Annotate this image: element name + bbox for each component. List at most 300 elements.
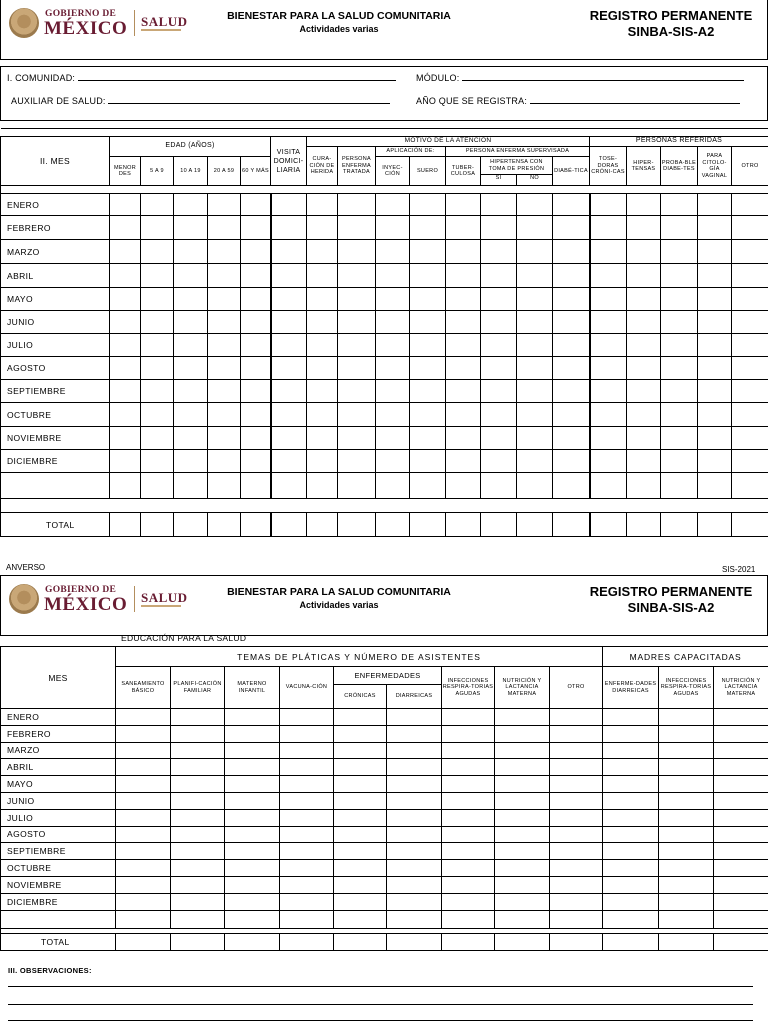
data-cell[interactable] <box>553 450 590 473</box>
data-cell-2[interactable] <box>116 893 171 910</box>
data-cell[interactable] <box>410 403 446 427</box>
data-cell[interactable] <box>174 216 208 240</box>
data-cell-2[interactable] <box>280 759 334 776</box>
data-cell-2[interactable] <box>495 876 550 893</box>
data-cell[interactable] <box>241 264 271 288</box>
data-cell[interactable] <box>307 403 338 427</box>
data-cell[interactable] <box>110 473 141 499</box>
data-cell[interactable] <box>590 194 627 216</box>
data-cell[interactable] <box>732 194 768 216</box>
data-cell-2[interactable] <box>387 759 442 776</box>
data-cell[interactable] <box>732 357 768 380</box>
data-cell[interactable] <box>338 240 376 264</box>
data-cell-2[interactable] <box>714 792 768 809</box>
data-cell[interactable] <box>141 311 174 334</box>
data-cell[interactable] <box>446 194 481 216</box>
data-cell[interactable] <box>307 311 338 334</box>
data-cell[interactable] <box>661 311 698 334</box>
data-cell-2[interactable] <box>387 910 442 928</box>
data-cell-2[interactable] <box>714 910 768 928</box>
data-cell[interactable] <box>307 240 338 264</box>
data-cell-2[interactable] <box>550 910 603 928</box>
data-cell[interactable] <box>174 334 208 357</box>
data-cell[interactable] <box>517 473 553 499</box>
data-cell[interactable] <box>590 216 627 240</box>
data-cell[interactable] <box>698 311 732 334</box>
data-cell-2[interactable] <box>495 843 550 860</box>
data-cell-2[interactable] <box>387 809 442 826</box>
data-cell-2[interactable] <box>603 876 659 893</box>
data-cell-2[interactable] <box>280 860 334 877</box>
data-cell[interactable] <box>307 357 338 380</box>
data-cell[interactable] <box>590 380 627 403</box>
data-cell[interactable] <box>446 334 481 357</box>
data-cell[interactable] <box>698 264 732 288</box>
data-cell-2[interactable] <box>116 776 171 793</box>
data-cell-2[interactable] <box>603 843 659 860</box>
data-cell-2[interactable] <box>442 759 495 776</box>
data-cell[interactable] <box>627 240 661 264</box>
data-cell[interactable] <box>410 450 446 473</box>
data-cell[interactable] <box>141 264 174 288</box>
data-cell-2[interactable] <box>442 792 495 809</box>
data-cell[interactable] <box>553 311 590 334</box>
data-cell[interactable] <box>627 473 661 499</box>
data-cell-2[interactable] <box>495 910 550 928</box>
data-cell-2[interactable] <box>280 725 334 742</box>
data-cell[interactable] <box>141 334 174 357</box>
data-cell[interactable] <box>174 264 208 288</box>
data-cell-2[interactable] <box>225 709 280 726</box>
data-cell-2[interactable] <box>334 910 387 928</box>
data-cell[interactable] <box>110 240 141 264</box>
data-cell-2[interactable] <box>442 876 495 893</box>
data-cell-2[interactable] <box>334 826 387 843</box>
data-cell-2[interactable] <box>334 809 387 826</box>
data-cell[interactable] <box>732 450 768 473</box>
data-cell[interactable] <box>481 380 517 403</box>
data-cell[interactable] <box>553 216 590 240</box>
data-cell-2[interactable] <box>171 826 225 843</box>
data-cell[interactable] <box>590 311 627 334</box>
data-cell-2[interactable] <box>442 910 495 928</box>
data-cell[interactable] <box>590 334 627 357</box>
data-cell-2[interactable] <box>116 709 171 726</box>
data-cell[interactable] <box>208 216 241 240</box>
data-cell[interactable] <box>174 473 208 499</box>
data-cell-2[interactable] <box>550 709 603 726</box>
data-cell[interactable] <box>208 311 241 334</box>
data-cell[interactable] <box>590 264 627 288</box>
data-cell[interactable] <box>338 427 376 450</box>
data-cell[interactable] <box>241 403 271 427</box>
data-cell[interactable] <box>271 288 307 311</box>
data-cell-2[interactable] <box>387 776 442 793</box>
data-cell-2[interactable] <box>659 910 714 928</box>
data-cell[interactable] <box>208 427 241 450</box>
data-cell[interactable] <box>446 450 481 473</box>
data-cell-2[interactable] <box>714 826 768 843</box>
data-cell[interactable] <box>174 194 208 216</box>
data-cell[interactable] <box>376 357 410 380</box>
data-cell[interactable] <box>174 311 208 334</box>
data-cell[interactable] <box>446 240 481 264</box>
data-cell[interactable] <box>410 334 446 357</box>
data-cell[interactable] <box>338 288 376 311</box>
data-cell[interactable] <box>241 288 271 311</box>
data-cell-2[interactable] <box>714 776 768 793</box>
data-cell[interactable] <box>627 194 661 216</box>
data-cell[interactable] <box>481 427 517 450</box>
data-cell-2[interactable] <box>116 876 171 893</box>
data-cell[interactable] <box>241 311 271 334</box>
data-cell[interactable] <box>307 334 338 357</box>
data-cell-2[interactable] <box>225 776 280 793</box>
data-cell-2[interactable] <box>280 809 334 826</box>
data-cell[interactable] <box>110 311 141 334</box>
data-cell[interactable] <box>732 240 768 264</box>
data-cell[interactable] <box>208 450 241 473</box>
data-cell[interactable] <box>553 473 590 499</box>
data-cell-2[interactable] <box>280 843 334 860</box>
data-cell-2[interactable] <box>550 725 603 742</box>
data-cell[interactable] <box>241 427 271 450</box>
data-cell[interactable] <box>271 403 307 427</box>
data-cell-2[interactable] <box>387 742 442 759</box>
data-cell[interactable] <box>410 473 446 499</box>
data-cell[interactable] <box>410 216 446 240</box>
data-cell-2[interactable] <box>171 709 225 726</box>
data-cell[interactable] <box>446 216 481 240</box>
data-cell[interactable] <box>141 450 174 473</box>
data-cell-2[interactable] <box>225 759 280 776</box>
data-cell-2[interactable] <box>280 776 334 793</box>
data-cell[interactable] <box>376 380 410 403</box>
data-cell-2[interactable] <box>280 742 334 759</box>
data-cell[interactable] <box>338 311 376 334</box>
data-cell[interactable] <box>661 450 698 473</box>
data-cell[interactable] <box>338 216 376 240</box>
data-cell-2[interactable] <box>550 826 603 843</box>
data-cell[interactable] <box>376 473 410 499</box>
data-cell-2[interactable] <box>171 876 225 893</box>
data-cell-2[interactable] <box>171 910 225 928</box>
data-cell[interactable] <box>698 240 732 264</box>
data-cell-2[interactable] <box>116 725 171 742</box>
data-cell[interactable] <box>627 288 661 311</box>
data-cell[interactable] <box>481 288 517 311</box>
data-cell[interactable] <box>481 473 517 499</box>
data-cell[interactable] <box>110 403 141 427</box>
data-cell[interactable] <box>517 194 553 216</box>
data-cell-2[interactable] <box>116 759 171 776</box>
data-cell[interactable] <box>517 311 553 334</box>
data-cell[interactable] <box>307 380 338 403</box>
data-cell[interactable] <box>376 216 410 240</box>
data-cell-2[interactable] <box>387 792 442 809</box>
data-cell-2[interactable] <box>714 893 768 910</box>
data-cell-2[interactable] <box>171 792 225 809</box>
data-cell[interactable] <box>446 311 481 334</box>
data-cell[interactable] <box>376 334 410 357</box>
data-cell[interactable] <box>590 288 627 311</box>
data-cell[interactable] <box>698 450 732 473</box>
data-cell[interactable] <box>410 240 446 264</box>
data-cell-2[interactable] <box>387 893 442 910</box>
data-cell[interactable] <box>481 216 517 240</box>
data-cell-2[interactable] <box>714 759 768 776</box>
data-cell[interactable] <box>590 473 627 499</box>
data-cell-2[interactable] <box>334 860 387 877</box>
data-cell[interactable] <box>271 334 307 357</box>
data-cell[interactable] <box>338 194 376 216</box>
data-cell-2[interactable] <box>659 893 714 910</box>
data-cell-2[interactable] <box>550 809 603 826</box>
data-cell[interactable] <box>241 216 271 240</box>
data-cell-2[interactable] <box>171 809 225 826</box>
data-cell[interactable] <box>661 334 698 357</box>
data-cell-2[interactable] <box>603 776 659 793</box>
data-cell[interactable] <box>698 427 732 450</box>
data-cell[interactable] <box>307 288 338 311</box>
data-cell[interactable] <box>271 311 307 334</box>
data-cell[interactable] <box>208 264 241 288</box>
data-cell[interactable] <box>141 380 174 403</box>
data-cell[interactable] <box>517 288 553 311</box>
data-cell-2[interactable] <box>280 910 334 928</box>
data-cell[interactable] <box>376 450 410 473</box>
data-cell-2[interactable] <box>171 860 225 877</box>
data-cell[interactable] <box>553 334 590 357</box>
observaciones-line-1[interactable] <box>8 986 753 987</box>
data-cell[interactable] <box>376 288 410 311</box>
data-cell-2[interactable] <box>550 843 603 860</box>
data-cell-2[interactable] <box>659 843 714 860</box>
data-cell[interactable] <box>553 194 590 216</box>
data-cell[interactable] <box>517 240 553 264</box>
data-cell[interactable] <box>590 427 627 450</box>
data-cell[interactable] <box>481 194 517 216</box>
data-cell-2[interactable] <box>714 876 768 893</box>
data-cell-2[interactable] <box>116 860 171 877</box>
data-cell-2[interactable] <box>714 809 768 826</box>
data-cell[interactable] <box>410 288 446 311</box>
data-cell[interactable] <box>410 380 446 403</box>
data-cell-2[interactable] <box>387 876 442 893</box>
data-cell-2[interactable] <box>603 792 659 809</box>
data-cell[interactable] <box>732 216 768 240</box>
data-cell-2[interactable] <box>550 860 603 877</box>
data-cell[interactable] <box>732 264 768 288</box>
data-cell[interactable] <box>376 311 410 334</box>
data-cell-2[interactable] <box>714 709 768 726</box>
data-cell[interactable] <box>208 473 241 499</box>
data-cell[interactable] <box>732 473 768 499</box>
data-cell-2[interactable] <box>334 742 387 759</box>
data-cell-2[interactable] <box>495 709 550 726</box>
data-cell[interactable] <box>481 450 517 473</box>
data-cell-2[interactable] <box>714 742 768 759</box>
data-cell[interactable] <box>208 240 241 264</box>
data-cell[interactable] <box>627 403 661 427</box>
data-cell-2[interactable] <box>334 792 387 809</box>
data-cell-2[interactable] <box>116 742 171 759</box>
anio-field[interactable] <box>530 96 740 104</box>
data-cell-2[interactable] <box>442 725 495 742</box>
data-cell-2[interactable] <box>714 725 768 742</box>
data-cell-2[interactable] <box>714 843 768 860</box>
data-cell-2[interactable] <box>495 759 550 776</box>
data-cell[interactable] <box>141 357 174 380</box>
data-cell-2[interactable] <box>334 893 387 910</box>
data-cell[interactable] <box>141 403 174 427</box>
data-cell[interactable] <box>110 264 141 288</box>
data-cell[interactable] <box>141 240 174 264</box>
data-cell-2[interactable] <box>334 709 387 726</box>
data-cell[interactable] <box>241 240 271 264</box>
data-cell-2[interactable] <box>659 809 714 826</box>
data-cell[interactable] <box>627 450 661 473</box>
data-cell[interactable] <box>732 288 768 311</box>
data-cell-2[interactable] <box>603 910 659 928</box>
data-cell-2[interactable] <box>280 792 334 809</box>
data-cell[interactable] <box>446 403 481 427</box>
data-cell[interactable] <box>661 194 698 216</box>
data-cell[interactable] <box>446 288 481 311</box>
data-cell[interactable] <box>110 288 141 311</box>
data-cell-2[interactable] <box>659 860 714 877</box>
data-cell-2[interactable] <box>603 759 659 776</box>
data-cell[interactable] <box>208 403 241 427</box>
data-cell[interactable] <box>208 334 241 357</box>
data-cell[interactable] <box>410 427 446 450</box>
data-cell-2[interactable] <box>603 809 659 826</box>
data-cell[interactable] <box>241 334 271 357</box>
data-cell[interactable] <box>110 194 141 216</box>
data-cell[interactable] <box>446 473 481 499</box>
data-cell[interactable] <box>307 264 338 288</box>
data-cell[interactable] <box>661 473 698 499</box>
data-cell[interactable] <box>208 357 241 380</box>
data-cell[interactable] <box>141 194 174 216</box>
data-cell-2[interactable] <box>387 709 442 726</box>
data-cell[interactable] <box>307 194 338 216</box>
data-cell-2[interactable] <box>387 725 442 742</box>
data-cell[interactable] <box>590 240 627 264</box>
data-cell-2[interactable] <box>659 742 714 759</box>
data-cell-2[interactable] <box>280 826 334 843</box>
data-cell[interactable] <box>208 380 241 403</box>
data-cell[interactable] <box>271 380 307 403</box>
data-cell[interactable] <box>553 288 590 311</box>
data-cell[interactable] <box>241 357 271 380</box>
data-cell-2[interactable] <box>442 893 495 910</box>
data-cell[interactable] <box>627 311 661 334</box>
data-cell[interactable] <box>410 311 446 334</box>
data-cell[interactable] <box>271 473 307 499</box>
data-cell-2[interactable] <box>603 860 659 877</box>
data-cell[interactable] <box>590 357 627 380</box>
data-cell-2[interactable] <box>550 792 603 809</box>
data-cell-2[interactable] <box>171 776 225 793</box>
auxiliar-field[interactable] <box>108 96 390 104</box>
data-cell[interactable] <box>517 427 553 450</box>
data-cell-2[interactable] <box>387 843 442 860</box>
data-cell[interactable] <box>517 264 553 288</box>
data-cell-2[interactable] <box>659 759 714 776</box>
data-cell-2[interactable] <box>280 893 334 910</box>
data-cell-2[interactable] <box>116 792 171 809</box>
data-cell-2[interactable] <box>495 776 550 793</box>
data-cell[interactable] <box>698 334 732 357</box>
data-cell[interactable] <box>307 216 338 240</box>
data-cell-2[interactable] <box>659 792 714 809</box>
data-cell[interactable] <box>110 216 141 240</box>
data-cell-2[interactable] <box>116 910 171 928</box>
data-cell[interactable] <box>661 380 698 403</box>
data-cell[interactable] <box>698 194 732 216</box>
data-cell-2[interactable] <box>171 725 225 742</box>
data-cell[interactable] <box>241 473 271 499</box>
data-cell[interactable] <box>241 380 271 403</box>
comunidad-field[interactable] <box>78 73 396 81</box>
data-cell[interactable] <box>174 450 208 473</box>
data-cell-2[interactable] <box>659 826 714 843</box>
data-cell-2[interactable] <box>442 826 495 843</box>
data-cell-2[interactable] <box>334 759 387 776</box>
data-cell[interactable] <box>517 450 553 473</box>
data-cell[interactable] <box>141 473 174 499</box>
data-cell-2[interactable] <box>280 876 334 893</box>
data-cell[interactable] <box>698 288 732 311</box>
data-cell[interactable] <box>732 311 768 334</box>
data-cell[interactable] <box>517 357 553 380</box>
observaciones-line-2[interactable] <box>8 1004 753 1005</box>
data-cell-2[interactable] <box>225 876 280 893</box>
data-cell-2[interactable] <box>225 725 280 742</box>
data-cell-2[interactable] <box>171 843 225 860</box>
data-cell[interactable] <box>627 380 661 403</box>
data-cell[interactable] <box>208 194 241 216</box>
data-cell[interactable] <box>517 403 553 427</box>
data-cell-2[interactable] <box>550 876 603 893</box>
data-cell[interactable] <box>698 357 732 380</box>
data-cell[interactable] <box>661 357 698 380</box>
data-cell[interactable] <box>661 240 698 264</box>
data-cell[interactable] <box>627 334 661 357</box>
data-cell[interactable] <box>590 450 627 473</box>
data-cell-2[interactable] <box>659 876 714 893</box>
data-cell[interactable] <box>627 357 661 380</box>
data-cell[interactable] <box>661 216 698 240</box>
data-cell[interactable] <box>481 264 517 288</box>
data-cell-2[interactable] <box>495 860 550 877</box>
data-cell[interactable] <box>517 334 553 357</box>
data-cell[interactable] <box>553 380 590 403</box>
data-cell[interactable] <box>732 403 768 427</box>
data-cell[interactable] <box>271 357 307 380</box>
data-cell[interactable] <box>376 194 410 216</box>
data-cell[interactable] <box>553 427 590 450</box>
data-cell[interactable] <box>698 216 732 240</box>
data-cell-2[interactable] <box>550 776 603 793</box>
data-cell[interactable] <box>110 450 141 473</box>
data-cell-2[interactable] <box>442 776 495 793</box>
data-cell-2[interactable] <box>550 893 603 910</box>
data-cell-2[interactable] <box>495 792 550 809</box>
data-cell-2[interactable] <box>171 742 225 759</box>
data-cell-2[interactable] <box>603 893 659 910</box>
